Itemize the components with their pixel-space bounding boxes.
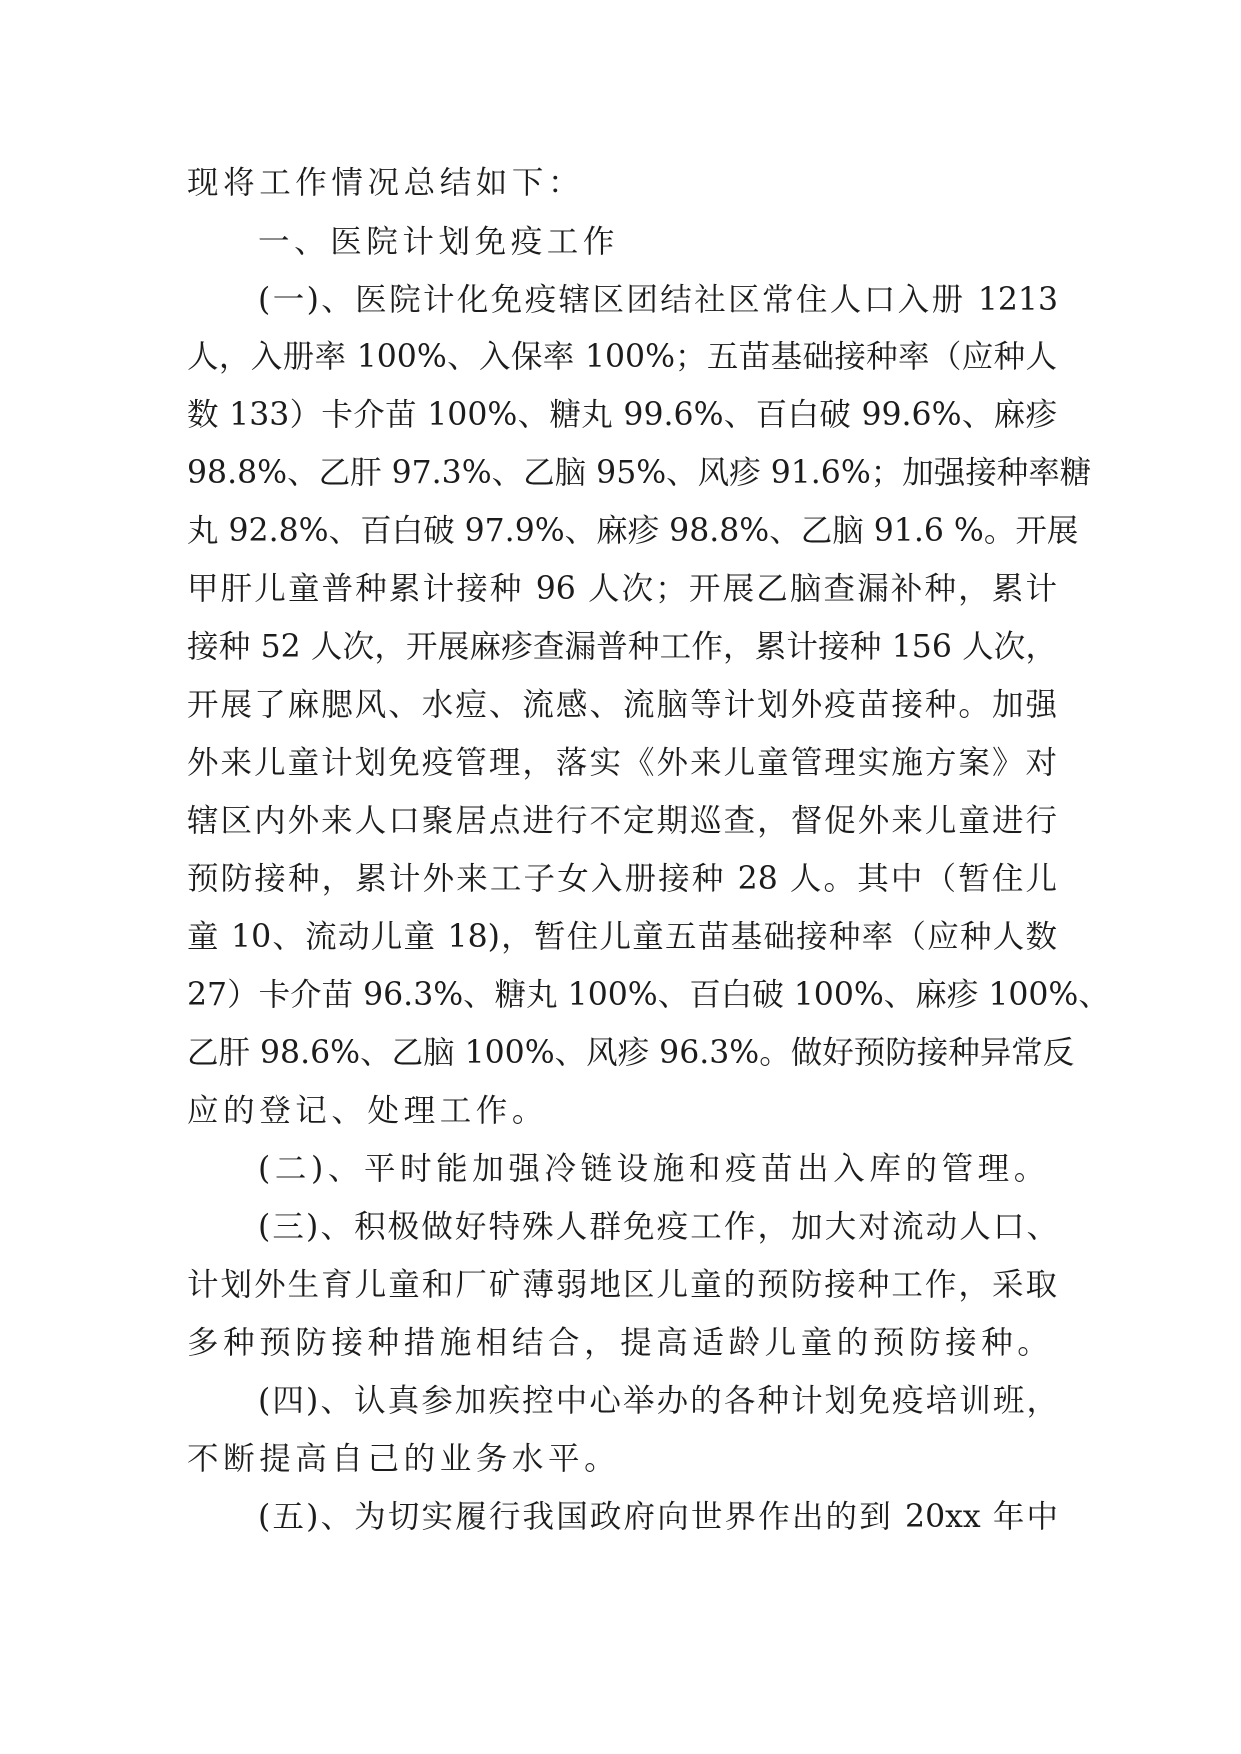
text-line: 甲肝儿童普种累计接种 96 人次；开展乙脑查漏补种，累计 <box>187 571 1057 607</box>
text-line: 辖区内外来人口聚居点进行不定期巡查，督促外来儿童进行 <box>187 803 1057 839</box>
text-line: 应的登记、处理工作。 <box>187 1093 549 1129</box>
text-line: 预防接种，累计外来工子女入册接种 28 人。其中（暂住儿 <box>187 861 1057 897</box>
text-line: 现将工作情况总结如下： <box>187 165 585 201</box>
text-line: 27）卡介苗 96.3%、糖丸 100%、百白破 100%、麻疹 100%、 <box>187 977 1110 1013</box>
text-line: (五)、为切实履行我国政府向世界作出的到 20xx 年中 <box>258 1499 1058 1535</box>
text-line: 人，入册率 100%、入保率 100%；五苗基础接种率（应种人 <box>187 339 1057 375</box>
text-line: (三)、积极做好特殊人群免疫工作，加大对流动人口、 <box>258 1209 1058 1245</box>
text-line: 开展了麻腮风、水痘、流感、流脑等计划外疫苗接种。加强 <box>187 687 1057 723</box>
text-line: 童 10、流动儿童 18)，暂住儿童五苗基础接种率（应种人数 <box>187 919 1057 955</box>
text-line: 计划外生育儿童和厂矿薄弱地区儿童的预防接种工作，采取 <box>187 1267 1057 1303</box>
text-line: 接种 52 人次，开展麻疹查漏普种工作，累计接种 156 人次， <box>187 629 1057 665</box>
text-line: 外来儿童计划免疫管理，落实《外来儿童管理实施方案》对 <box>187 745 1057 781</box>
section-heading: 一、医院计划免疫工作 <box>258 224 620 260</box>
text-line: 数 133）卡介苗 100%、糖丸 99.6%、百白破 99.6%、麻疹 <box>187 397 1057 433</box>
text-line: 丸 92.8%、百白破 97.9%、麻疹 98.8%、乙脑 91.6 %。开展 <box>187 513 1079 549</box>
text-line: 不断提高自己的业务水平。 <box>187 1441 621 1477</box>
text-line: (四)、认真参加疾控中心举办的各种计划免疫培训班， <box>258 1383 1058 1419</box>
text-line: 多种预防接种措施相结合，提高适龄儿童的预防接种。 <box>187 1325 1054 1361</box>
text-line: (二)、平时能加强冷链设施和疫苗出入库的管理。 <box>258 1151 1050 1187</box>
text-line: 98.8%、乙肝 97.3%、乙脑 95%、风疹 91.6%；加强接种率糖 <box>187 455 1092 491</box>
text-line: (一)、医院计化免疫辖区团结社区常住人口入册 1213 <box>258 282 1058 318</box>
text-line: 乙肝 98.6%、乙脑 100%、风疹 96.3%。做好预防接种异常反 <box>187 1035 1075 1071</box>
